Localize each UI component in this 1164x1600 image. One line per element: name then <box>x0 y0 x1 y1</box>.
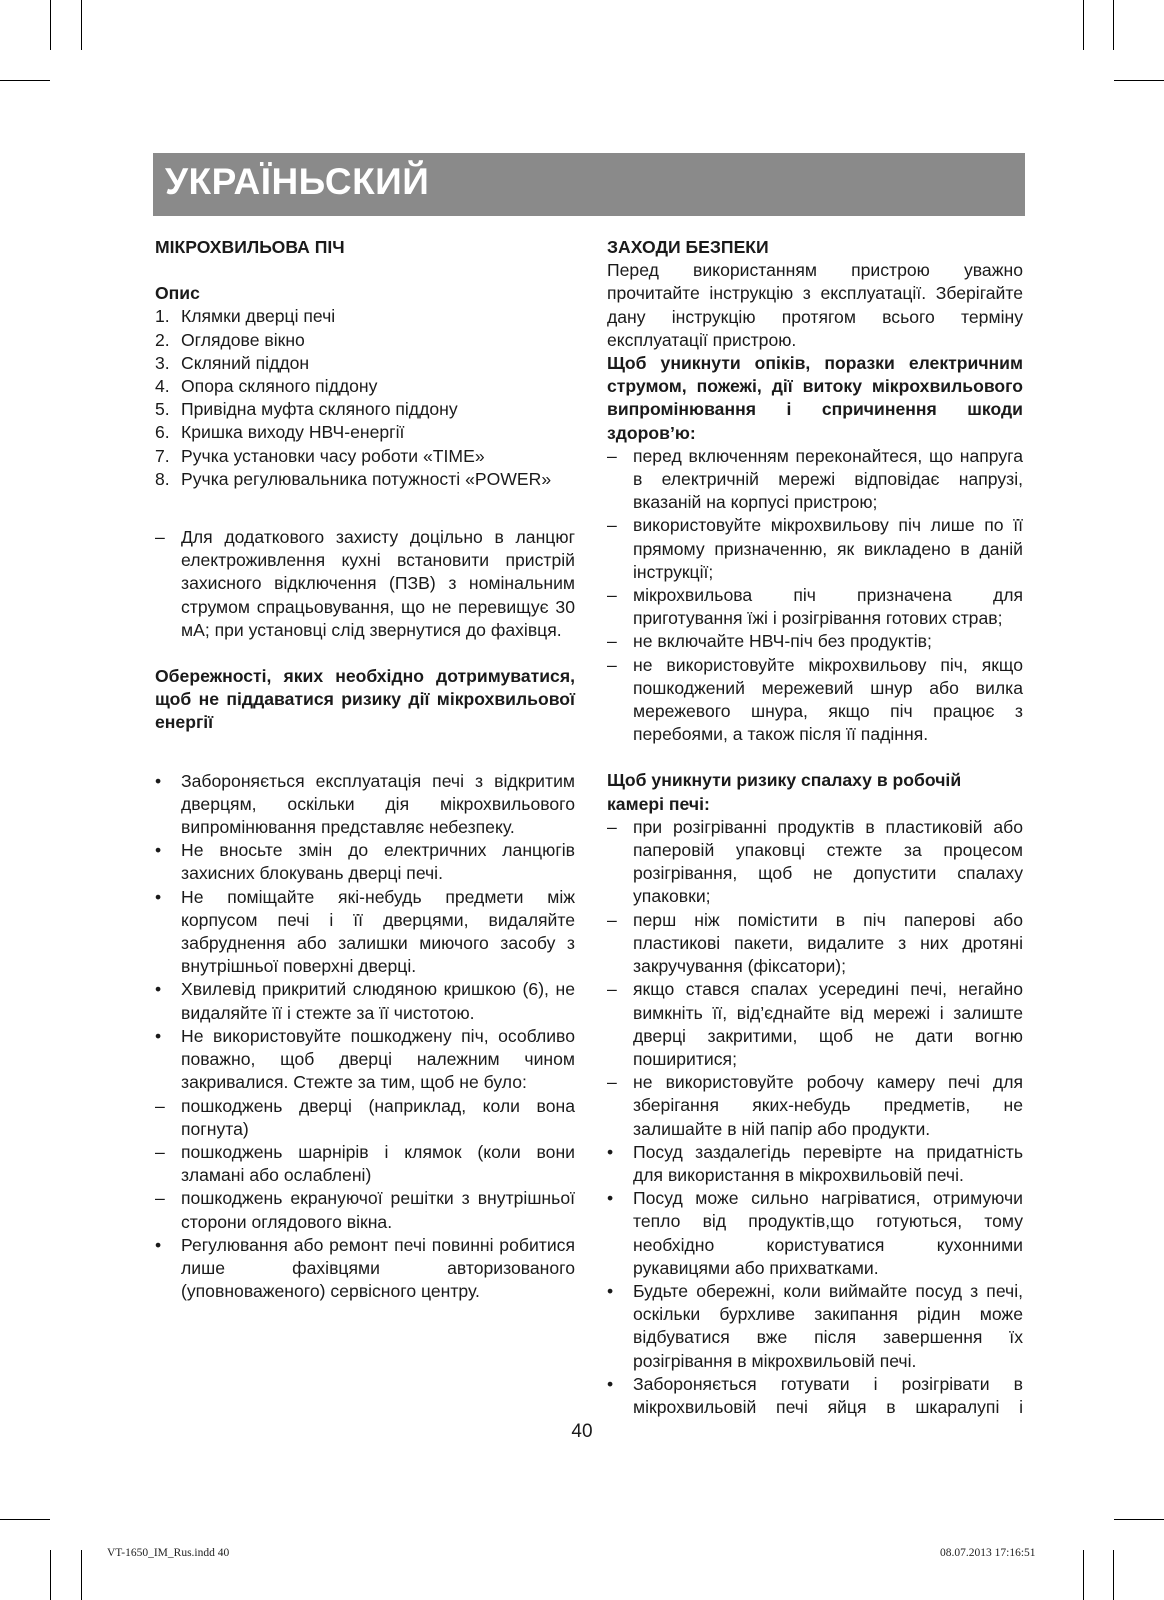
list-item: 2. Оглядове вікно <box>155 329 305 350</box>
crop-mark <box>0 1519 50 1520</box>
list-item: 7. Ручка установки часу роботи «TIME» <box>155 445 485 466</box>
list-item: – якщо стався спалах усередині печі, негайно вимкніть її, від’єднайте від мережі і залиште дверці закритими, щоб не дати вогню поширитися; <box>607 979 1023 1069</box>
crop-mark <box>81 0 82 50</box>
list-item: • Хвилевід прикритий слюдяною кришкою (6), не видаляйте її і стежте за її чистотою. <box>155 979 575 1023</box>
list-item: 6. Кришка виходу НВЧ-енергії <box>155 422 405 443</box>
crop-mark <box>50 0 51 50</box>
list-item: 4. Опора скляного піддону <box>155 376 378 397</box>
parts-list <box>155 305 575 491</box>
crop-mark <box>1113 1550 1114 1600</box>
safety-intro: Перед використанням пристрою уважно прочитайте інструкцію з експлуатації. Зберігайте дану інструкцію протягом всього терміну експлуатації пристрою. <box>607 260 1023 350</box>
caution-list <box>155 770 575 1304</box>
list-item: • Регулювання або ремонт печі повинні робитися лише фахівцями авторизованого (уповноваженого) сервісного центру. <box>155 1234 575 1302</box>
list-item: – перш ніж помістити в піч паперові або пластикові пакети, видалите з них дротяні закручування (фіксатори); <box>607 909 1023 977</box>
caution-heading: Обережності, яких необхідно дотримуватися, щоб не піддаватися ризику дії мікрохвильової енергії <box>155 666 575 733</box>
crop-mark <box>1083 0 1084 50</box>
crop-mark <box>1114 80 1164 81</box>
list-item: 8. Ручка регулювальника потужності «POWER» <box>155 468 552 489</box>
list-item: – пошкоджень дверці (наприклад, коли вона погнута) <box>155 1095 575 1139</box>
list-item: – мікрохвильова піч призначена для приготування їжі і розігрівання готових страв; <box>607 585 1023 629</box>
list-item: • Не використовуйте пошкоджену піч, особливо поважно, щоб дверці належним чином закривалися. Стежте за тим, щоб не було: <box>155 1025 575 1093</box>
list-item: – використовуйте мікрохвильову піч лише по її прямому призначенню, як викладено в даній інструкції; <box>607 515 1023 582</box>
fire-list <box>607 816 1023 1419</box>
list-item: • Забороняється експлуатація печі з відкритим дверцям, оскільки дія мікрохвильового випромінювання представляє небезпеку. <box>155 770 575 838</box>
right-column <box>607 236 1023 1419</box>
file-slug: VT-1650_IM_Rus.indd 40 <box>107 1547 230 1559</box>
list-item: 5. Привідна муфта скляного піддону <box>155 399 458 420</box>
protection-note: – Для додаткового захисту доцільно в ланцюг електроживлення кухні встановити пристрій захисного відключення (ПЗВ) з номінальним струмом спрацьовування, що не перевищує 30 мА; при установці слід звернутися до фахівця. <box>155 527 575 640</box>
list-item: – не використовуйте робочу камеру печі для зберігання яких-небудь предметів, не залишайте в ній папір або продукти. <box>607 1072 1023 1139</box>
crop-mark <box>1114 1519 1164 1520</box>
list-item: • Посуд заздалегідь перевірте на придатність для використання в мікрохвильовій печі. <box>607 1141 1023 1185</box>
safety-list <box>607 445 1023 747</box>
language-header-bar <box>153 153 1025 216</box>
list-item: – пошкоджень екрануючої решітки з внутрішньої сторони оглядового вікна. <box>155 1188 575 1232</box>
fire-heading: Щоб уникнути ризику спалаху в робочій камері печі: <box>607 770 962 814</box>
list-item: – не використовуйте мікрохвильову піч, якщо пошкоджений мережевий шнур або вилка мережевого шнура, якщо піч працює з перебоями, а також після її падіння. <box>607 654 1023 745</box>
left-column <box>155 236 575 1303</box>
crop-mark <box>1113 0 1114 50</box>
date-slug: 08.07.2013 17:16:51 <box>940 1547 1036 1559</box>
warning-paragraph: Щоб уникнути опіків, поразки електричним струмом, пожежі, дії витоку мікрохвильового випромінювання і спричинення шкоди здоров’ю: <box>607 353 1023 443</box>
safety-heading: ЗАХОДИ БЕЗПЕКИ <box>607 237 769 257</box>
list-item: – пошкоджень шарнірів і клямок (коли вони зламані або ослаблені) <box>155 1141 575 1186</box>
list-item: • Посуд може сильно нагріватися, отримуючи тепло від продуктів,що готуються, тому необхідно користуватися кухонними рукавицями або прихватками. <box>607 1188 1023 1278</box>
list-item: • Не поміщайте які-небудь предмети між корпусом печі і її дверцями, видаляйте забруднення або залишки миючого засобу з внутрішньої поверхні дверці. <box>155 886 575 977</box>
list-item: • Будьте обережні, коли виймайте посуд з печі, оскільки бурхливе закипання рідин може відбуватися вже після завершення їх розігрівання в мікрохвильовій печі. <box>607 1280 1023 1371</box>
description-heading: Опис <box>155 283 200 304</box>
page-number: 40 <box>571 1421 593 1442</box>
list-item: – не включайте НВЧ-піч без продуктів; <box>607 631 932 652</box>
list-item: – при розігріванні продуктів в пластиковій або паперовій упаковці стежте за процесом розігрівання, щоб не допустити спалаху упаковки; <box>607 816 1023 907</box>
list-item: – перед включенням переконайтеся, що напруга в електричній мережі відповідає напрузі, вказаній на корпусі пристрою; <box>607 445 1023 513</box>
crop-mark <box>81 1550 82 1600</box>
language-title: УКРАЇНЬСКИЙ <box>165 161 430 202</box>
list-item: • Забороняється готувати і розігрівати в мікрохвильовій печі яйця в шкаралупі і <box>607 1373 1023 1417</box>
crop-mark <box>1083 1550 1084 1600</box>
product-title: МІКРОХВИЛЬОВА ПІЧ <box>155 237 345 257</box>
list-item: 1. Клямки дверці печі <box>155 306 336 327</box>
list-item: 3. Скляний піддон <box>155 352 310 373</box>
list-item: • Не вносьте змін до електричних ланцюгів захисних блокувань дверці печі. <box>155 840 575 884</box>
crop-mark <box>0 80 50 81</box>
crop-mark <box>50 1550 51 1600</box>
